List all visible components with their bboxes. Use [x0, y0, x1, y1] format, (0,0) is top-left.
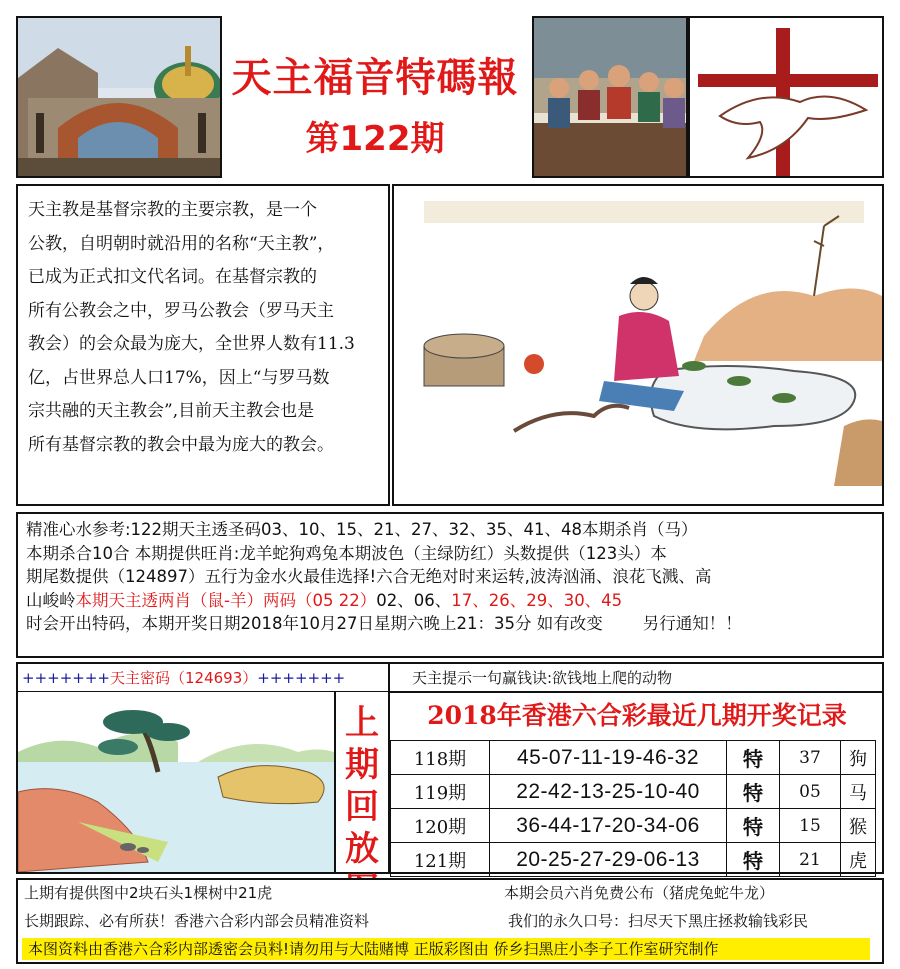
highlight-text: 本期天主透两肖（鼠-羊）两码（05 22）: [75, 590, 377, 610]
issue-number: 第122期: [305, 119, 445, 159]
plus-decoration: +++++++: [257, 669, 346, 687]
intro-line: 亿，占世界总人口17%，因上“与罗马数: [28, 367, 330, 388]
special-number-cell: 21: [780, 843, 841, 877]
highlight-text: 17、26、29、30、45: [451, 590, 623, 610]
footer-left-1: 上期有提供图中2块石头1棵树中21虎: [24, 884, 273, 902]
reference-line: 本期杀合10合 本期提供旺肖:龙羊蛇狗鸡兔本期波色（主绿防红）头数提供（123头）本: [26, 543, 667, 563]
footer-right-2: 我们的永久口号：扫尽天下黑庄拯救输钱彩民: [508, 912, 809, 930]
woman-drawing-image: [394, 186, 882, 504]
last-issue-recap-label: [336, 694, 388, 878]
intro-line: 所有公教会之中，罗马公教会（罗马天主: [28, 300, 334, 321]
recap-char: 上: [345, 703, 379, 743]
result-row: [391, 741, 876, 775]
newspaper-header: [225, 18, 525, 178]
reference-text: 山峻岭: [26, 590, 76, 610]
period-cell: 121期: [391, 843, 490, 877]
special-label-cell: 特: [727, 775, 780, 809]
intro-line: 已成为正式扣文代名词。在基督宗教的: [28, 267, 317, 287]
intro-line: 宗共融的天主教会”,目前天主教会也是: [28, 401, 315, 421]
recap-char: 回: [345, 787, 379, 827]
paper-title: 天主福音特碼報: [231, 55, 519, 101]
divider: [390, 691, 884, 693]
landscape-image: [18, 692, 334, 872]
special-number-cell: 37: [780, 741, 841, 775]
result-row: [391, 843, 876, 877]
numbers-cell: 22-42-13-25-10-40: [490, 775, 727, 809]
winning-hint: 天主提示一句赢钱诀:欲钱地上爬的动物: [412, 669, 673, 687]
illustration-panel: [392, 184, 884, 506]
special-number-cell: 05: [780, 775, 841, 809]
reference-text: 02、06、: [376, 590, 452, 610]
painting-image: [534, 18, 688, 178]
recap-char: 放: [345, 829, 379, 869]
results-table: [390, 740, 876, 877]
footer-banner: 本图资料由香港六合彩内部透密会员料!请勿用与大陆赌博 正版彩图由 侨乡扫黑庄小李子工作室研究制作: [22, 938, 870, 960]
zodiac-cell: 虎: [841, 843, 876, 877]
landscape-drawing: [18, 692, 334, 872]
zodiac-cell: 猴: [841, 809, 876, 843]
special-number-cell: 15: [780, 809, 841, 843]
reference-line: [26, 612, 874, 636]
numbers-cell: 36-44-17-20-34-06: [490, 809, 727, 843]
numbers-cell: 45-07-11-19-46-32: [490, 741, 727, 775]
prediction-reference: [16, 512, 884, 658]
intro-line: 天主教是基督宗教的主要宗教，是一个: [28, 200, 317, 220]
reference-text: 另行通知！！: [642, 614, 742, 633]
cross-dove-image: [688, 16, 884, 178]
special-label-cell: 特: [727, 809, 780, 843]
secret-code-label: 天主密码（124693）: [109, 669, 258, 687]
reference-line: 期尾数提供（124897）五行为金水火最佳选择!六合无绝对时来运转,波涛汹涌、浪花飞溅、高: [26, 567, 712, 586]
intro-line: 所有基督宗教的教会中最为庞大的教会。: [28, 434, 334, 455]
church-dome-image: [18, 18, 222, 178]
footer: [16, 878, 884, 964]
reference-text: 时会开出特码，本期开奖日期2018年10月27日星期六晚上21：35分 如有改变: [26, 614, 603, 633]
numbers-cell: 20-25-27-29-06-13: [490, 843, 727, 877]
intro-line: 教会）的会众最为庞大，全世界人数有11.3: [28, 334, 355, 354]
results-title: 2018年香港六合彩最近几期开奖记录: [427, 701, 847, 730]
footer-left-2: 长期跟踪、必有所获！香港六合彩内部会员精准资料: [24, 912, 370, 930]
zodiac-cell: 马: [841, 775, 876, 809]
cross-icon: [690, 18, 884, 178]
plus-decoration: +++++++: [22, 669, 110, 687]
intro-line: 公教，自明朝时就沿用的名称“天主教”，: [28, 233, 335, 254]
intro-article: [16, 184, 390, 506]
reference-line: [26, 589, 874, 613]
period-cell: 120期: [391, 809, 490, 843]
period-cell: 119期: [391, 775, 490, 809]
result-row: [391, 809, 876, 843]
recap-char: 期: [345, 745, 379, 785]
secret-code: [22, 666, 384, 690]
footer-right-1: 本期会员六肖免费公布（猪虎兔蛇牛龙）: [504, 884, 775, 902]
special-label-cell: 特: [727, 843, 780, 877]
church-photo: [16, 16, 222, 178]
result-row: [391, 775, 876, 809]
period-cell: 118期: [391, 741, 490, 775]
special-label-cell: 特: [727, 741, 780, 775]
reference-line: 精准心水参考:122期天主透圣码03、10、15、21、27、32、35、41、48本期杀肖（马）: [26, 520, 698, 539]
last-supper-image: [532, 16, 688, 178]
zodiac-cell: 狗: [841, 741, 876, 775]
